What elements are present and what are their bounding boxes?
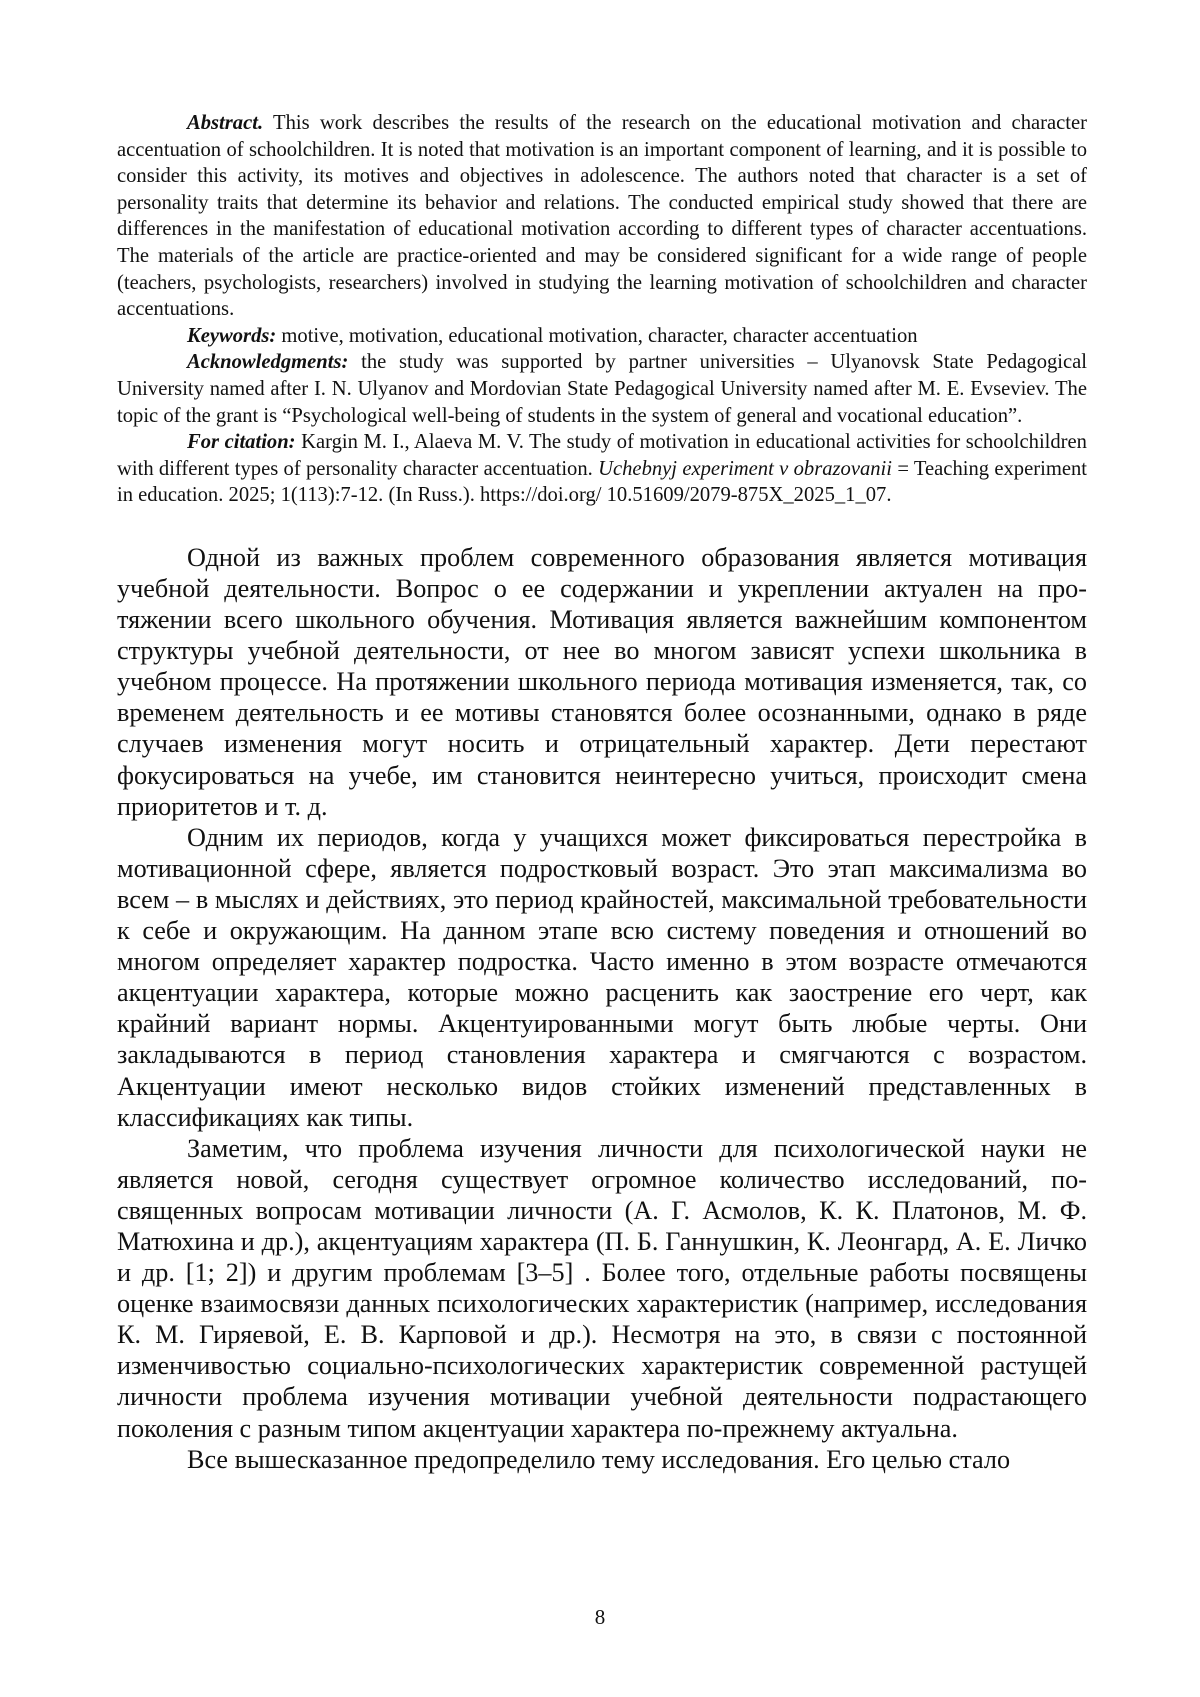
citation-text-before: Kargin M. I., Alaeva M. V. The study of motivation in educational activities for schoolchildren with different types of personality character accentuation.	[117, 431, 1087, 480]
abstract-block	[117, 110, 1087, 509]
citation-text-after: = Teaching experiment in education. 2025; 1(113):7-12. (In Russ.). https://doi.org/ 10.51609/2079-875X_2025_1_07.	[117, 457, 1088, 507]
keywords-label: Keywords:	[187, 324, 277, 347]
body-paragraph: Одним их периодов, когда у учащихся может фиксироваться перестройка в мотивационной сфере, является подростковый возраст. Это этап максимализма во всем – в мыслях и действиях, это период крайностей, максимальной требовательности к себе и окружающим. На данном этапе всю систему поведения и отношений во многом определяет характер подростка. Часто именно в этом возрасте отмечаются акцентуации характера, которые можно расценить как заострение его черт, как крайний вариант нормы. Акцентуированными могут быть любые черты. Они закладываются в период становления характера и смягчаются с возрастом. Акцентуации имеют несколько видов стойких изменений представленных в классификациях как типы.	[117, 822, 1087, 1132]
abstract-text: This work describes the results of the research on the educational motivation and character accentuation of schoolchildren. It is noted that motivation is an important component of learning, and it is possible to consider this activity, its motives and objectives in adolescence. The authors noted that character is a set of personality traits that determine its behavior and relations. The conducted empirical study showed that there are differences in the manifestation of educational motivation according to different types of character accentuations. The materials of the article are practice-oriented and may be considered significant for a wide range of people (teachers, psychologists, researchers) involved in studying the learning motivation of schoolchildren and character accentuations.	[117, 112, 1087, 321]
acknowledgments-paragraph	[117, 349, 1087, 429]
page-number: 8	[594, 1605, 606, 1629]
citation-journal: Uchebnyj experiment v obrazovanii	[598, 457, 892, 480]
article-body	[117, 542, 1087, 1475]
body-paragraph: Заметим, что проблема изучения личности для психологической науки не является новой, сегодня существует огромное количество исследований, посвященных вопросам мотивации личности (А. Г. Асмолов, К. К. Платонов, М. Ф. Матюхина и др.), акцентуациям характера (П. Б. Ганнушкин, К. Леонгард, А. Е. Личко и др. [1; 2]) и другим проблемам [3–5] . Более того, отдельные работы посвящены оценке взаимосвязи данных психологических характеристик (например, исследования К. М. Гиряевой, Е. В. Карповой и др.). Несмотря на это, в связи с постоянной изменчивостью социально-психологических характеристик современной растущей личности проблема изучения мотивации учебной деятельности подрастающего поколения с разным типом акцентуации характера по-прежнему актуальна.	[117, 1133, 1087, 1443]
keywords-text: motive, motivation, educational motivation, character, character accentuation	[281, 324, 918, 347]
abstract-paragraph	[117, 110, 1087, 323]
body-paragraph: Все вышесказанное предопределило тему исследования. Его целью стало	[187, 1444, 1011, 1474]
acknowledgments-label: Acknowledgments:	[187, 351, 349, 374]
citation-label: For citation:	[187, 431, 296, 454]
abstract-label: Abstract.	[187, 112, 264, 134]
citation-paragraph	[117, 429, 1087, 509]
keywords-paragraph	[117, 323, 1087, 350]
acknowledgments-text: the study was supported by partner universities – Ulyanovsk State Pedagogical University named after I. N. Ulyanov and Mordovian State Pedagogical University named after M. E. Evseviev. The topic of the grant is “Psychological well-being of students in the system of general and vocational education”.	[117, 351, 1088, 427]
body-paragraph: Одной из важных проблем современного образования является мотивация учебной деятельности. Вопрос о ее содержании и укреплении актуален на протяжении всего школьного обучения. Мотивация является важнейшим компонентом структуры учебной деятельности, от нее во многом зависят успехи школьника в учебном процессе. На протяжении школьного периода мотивация изменяется, так, со временем деятельность и ее мотивы становятся более осознанными, однако в ряде случаев изменения могут носить и отрицательный характер. Дети перестают фокусироваться на учебе, им становится неинтересно учиться, происходит смена приоритетов и т. д.	[117, 542, 1087, 821]
page-content	[117, 110, 1087, 1475]
